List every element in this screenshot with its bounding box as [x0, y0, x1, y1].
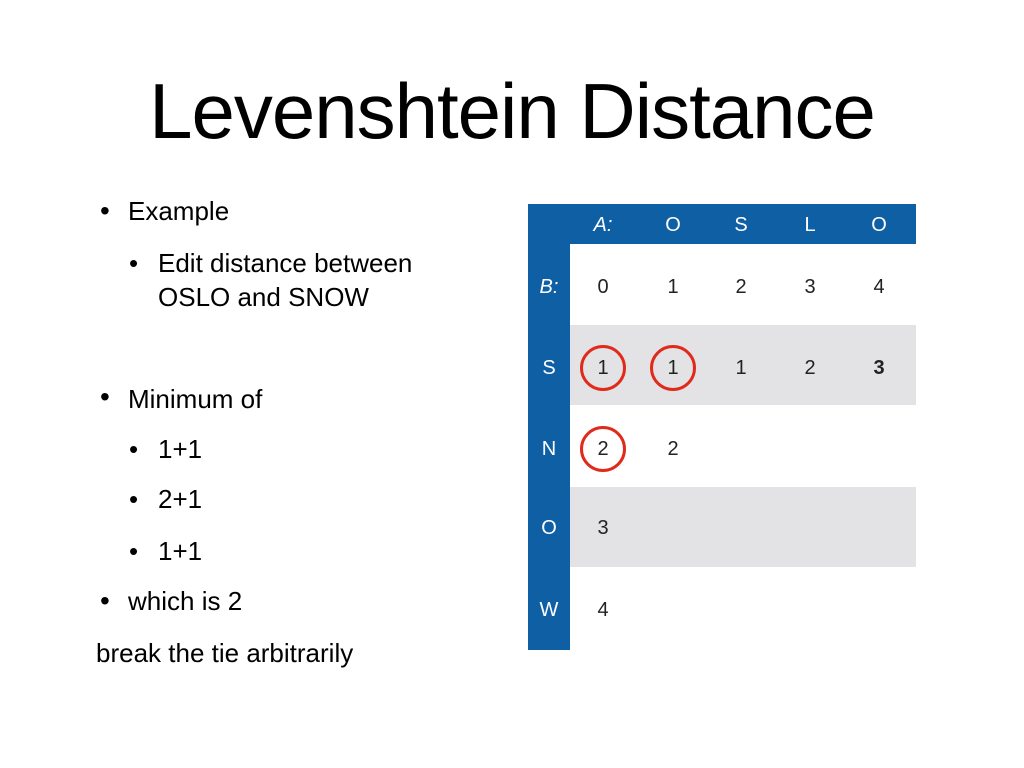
- grid-row-header-label: B:: [539, 276, 559, 298]
- sub-bullet-option-2: 2+1: [158, 484, 203, 514]
- sub-bullet-edit-distance-line1: Edit distance between: [158, 248, 413, 278]
- grid-cell: 3: [804, 276, 816, 298]
- highlight-circle: [650, 345, 696, 391]
- grid-col-header: L: [804, 214, 816, 236]
- sub-bullet-glyph: •: [129, 484, 139, 514]
- bullet-result: which is 2: [128, 586, 243, 616]
- grid-row-header: N: [541, 438, 557, 460]
- sub-bullet-edit-distance-line2: OSLO and SNOW: [158, 282, 369, 312]
- sub-bullet-glyph: •: [129, 434, 139, 464]
- bullet-minimum-of: Minimum of: [128, 384, 263, 414]
- sub-bullet-option-3: 1+1: [158, 536, 203, 566]
- grid-cell: 2: [597, 438, 609, 460]
- grid-cell: 1: [735, 357, 747, 379]
- grid-row-header: S: [542, 357, 556, 379]
- sub-bullet-option-1: 1+1: [158, 434, 203, 464]
- grid-col-header-label: A:: [593, 214, 613, 236]
- grid-cell: 3: [597, 517, 609, 539]
- grid-col-header: O: [665, 214, 681, 236]
- grid-cell: 1: [667, 357, 679, 379]
- sub-bullet-glyph: •: [129, 248, 139, 278]
- grid-cell: 4: [873, 276, 885, 298]
- grid-cell: 3: [873, 357, 885, 379]
- grid-row-header: O: [541, 517, 557, 539]
- footnote: break the tie arbitrarily: [96, 638, 354, 668]
- grid-cell: 1: [597, 357, 609, 379]
- grid-cell: 2: [735, 276, 747, 298]
- bullet-glyph: •: [100, 381, 110, 412]
- slide-title: Levenshtein Distance: [149, 67, 875, 155]
- grid-cell: 2: [667, 438, 679, 460]
- grid-cell: 1: [667, 276, 679, 298]
- grid-col-header: O: [871, 214, 887, 236]
- grid-col-header: S: [734, 214, 748, 236]
- grid-cell: 0: [597, 276, 609, 298]
- sub-bullet-glyph: •: [129, 536, 139, 566]
- bullet-glyph: •: [100, 195, 110, 226]
- highlight-circle: [580, 426, 626, 472]
- bullet-example: Example: [128, 196, 230, 226]
- grid-cell: 4: [597, 599, 609, 621]
- highlight-circle: [580, 345, 626, 391]
- grid-cell: 2: [804, 357, 816, 379]
- bullet-glyph: •: [100, 585, 110, 616]
- grid-row-header: W: [539, 599, 559, 621]
